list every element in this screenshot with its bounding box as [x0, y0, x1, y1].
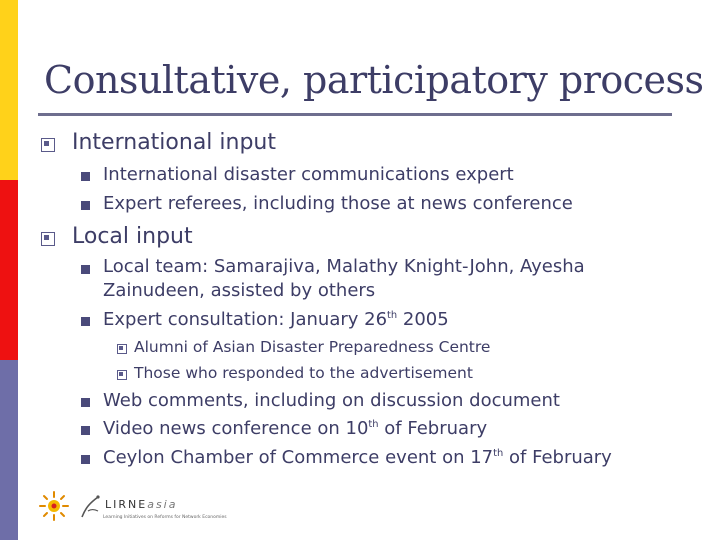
list-item-text: of February	[503, 447, 612, 468]
square-bullet-icon	[81, 201, 90, 210]
list-item	[103, 418, 487, 439]
list-item: Web comments, including on discussion document	[103, 390, 560, 411]
logo-wordmark-main: LIRNE	[105, 498, 148, 511]
sun-logo-icon	[38, 489, 70, 523]
slide-title: Consultative, participatory process	[44, 58, 704, 102]
ordinal-suffix: th	[387, 310, 398, 321]
list-item	[103, 447, 612, 468]
logo-wordmark-suffix: asia	[147, 498, 178, 511]
figure-logo-icon	[78, 493, 102, 521]
sidebar-purple-segment	[0, 360, 18, 540]
list-item-text: Expert consultation: January 26	[103, 309, 388, 330]
square-bullet-icon	[81, 398, 90, 407]
square-bullet-icon	[117, 344, 127, 354]
list-item: Local team: Samarajiva, Malathy Knight-John, Ayesha	[103, 256, 585, 277]
list-item: International disaster communications expert	[103, 164, 514, 185]
list-item-text: Video news conference on 10	[103, 418, 369, 439]
list-item: Expert referees, including those at news conference	[103, 193, 573, 214]
logo-tagline: Learning Initiatives on Reforms for Network Economies	[103, 515, 227, 520]
section-heading-local: Local input	[72, 224, 193, 249]
list-item-text: 2005	[397, 309, 449, 330]
ordinal-suffix: th	[493, 448, 504, 459]
sub-list-item: Alumni of Asian Disaster Preparedness Centre	[134, 338, 491, 356]
list-item-text: of February	[378, 418, 488, 439]
list-item-continuation: Zainudeen, assisted by others	[103, 280, 376, 301]
square-bullet-icon	[81, 455, 90, 464]
ordinal-suffix: th	[368, 419, 379, 430]
title-underline	[38, 113, 672, 116]
square-bullet-icon	[81, 317, 90, 326]
list-item-text: Ceylon Chamber of Commerce event on 17	[103, 447, 494, 468]
sidebar-color-bar	[0, 0, 18, 540]
square-bullet-icon	[81, 265, 90, 274]
section-heading-international: International input	[72, 130, 276, 155]
square-bullet-icon	[81, 172, 90, 181]
square-bullet-icon	[41, 138, 55, 152]
sub-list-item: Those who responded to the advertisement	[134, 364, 473, 382]
square-bullet-icon	[41, 232, 55, 246]
square-bullet-icon	[81, 426, 90, 435]
list-item	[103, 309, 449, 330]
sidebar-yellow-segment	[0, 0, 18, 180]
logo-wordmark	[105, 498, 177, 511]
sidebar-red-segment	[0, 180, 18, 360]
square-bullet-icon	[117, 370, 127, 380]
